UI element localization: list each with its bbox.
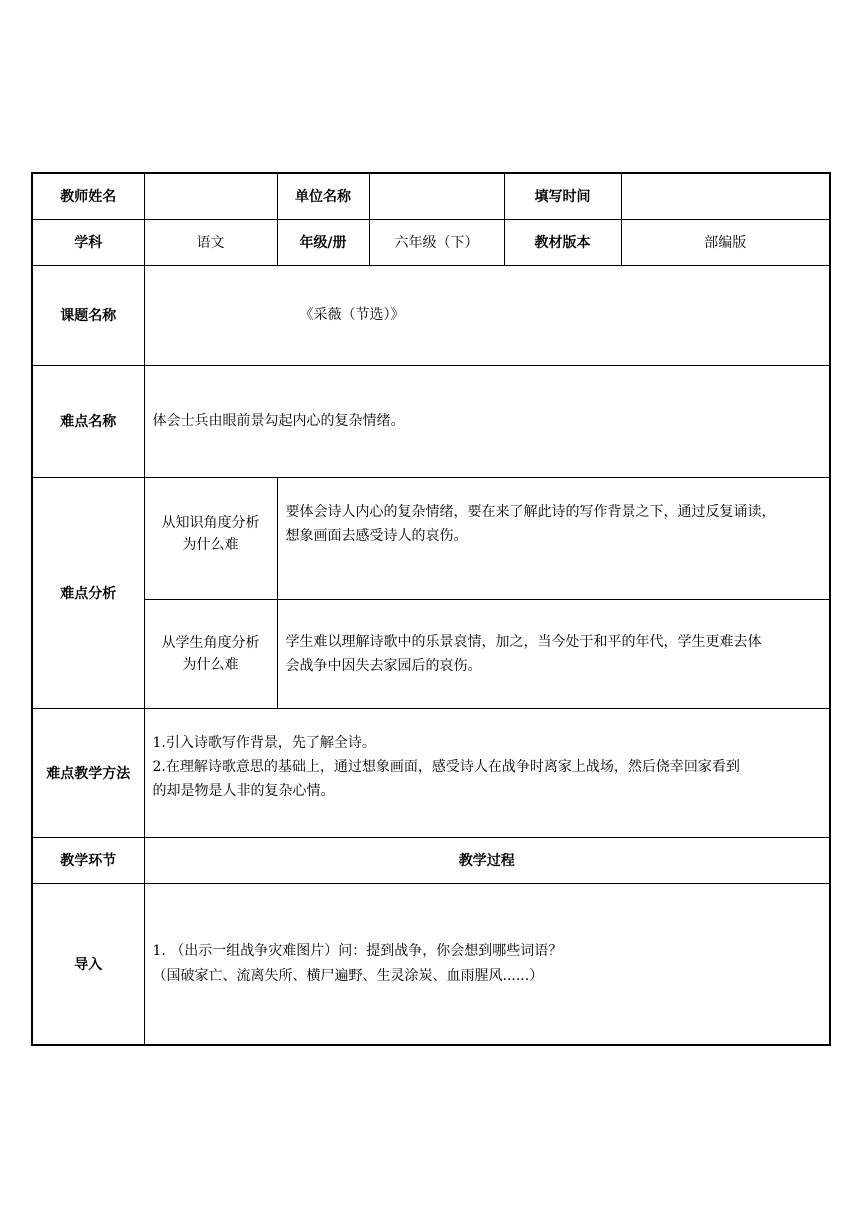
fill-time-label: 填写时间 bbox=[504, 173, 621, 219]
lesson-plan-table bbox=[31, 172, 831, 1046]
grade-label: 年级/册 bbox=[277, 219, 369, 265]
teacher-name-value bbox=[144, 173, 277, 219]
method-line-1: 1.引入诗歌写作背景，先了解全诗。 bbox=[152, 734, 376, 751]
grade-value: 六年级（下） bbox=[369, 219, 504, 265]
method-text bbox=[144, 708, 830, 837]
unit-value bbox=[369, 173, 504, 219]
knowledge-angle-line-2: 为什么难 bbox=[182, 537, 239, 553]
edition-value: 部编版 bbox=[621, 219, 830, 265]
intro-label: 导入 bbox=[32, 883, 144, 1045]
knowledge-text-line-2: 想象画面去感受诗人的哀伤。 bbox=[285, 527, 468, 544]
knowledge-text-line-1: 要体会诗人内心的复杂情绪，要在来了解此诗的写作背景之下，通过反复诵读， bbox=[285, 503, 776, 520]
lesson-title-label: 课题名称 bbox=[32, 265, 144, 365]
method-label: 难点教学方法 bbox=[32, 708, 144, 837]
lesson-plan-sheet bbox=[31, 172, 829, 1046]
process-header-row bbox=[32, 837, 830, 883]
lesson-title-row bbox=[32, 265, 830, 365]
analysis-knowledge-row bbox=[32, 477, 830, 599]
student-angle-line-1: 从学生角度分析 bbox=[161, 634, 260, 651]
edition-label: 教材版本 bbox=[504, 219, 621, 265]
knowledge-angle-label bbox=[144, 477, 277, 599]
method-line-3: 的却是物是人非的复杂心情。 bbox=[152, 782, 335, 799]
teacher-name-label: 教师姓名 bbox=[32, 173, 144, 219]
analysis-label: 难点分析 bbox=[32, 477, 144, 708]
student-text-line-1: 学生难以理解诗歌中的乐景哀情，加之，当今处于和平的年代，学生更难去体 bbox=[285, 633, 762, 650]
teaching-process-label: 教学过程 bbox=[144, 837, 830, 883]
method-line-2: 2.在理解诗歌意思的基础上，通过想象画面，感受诗人在战争时离家上战场，然后侥幸回家看到 bbox=[152, 758, 740, 775]
intro-line-1: 1. （出示一组战争灾难图片）问：提到战争，你会想到哪些词语？ bbox=[152, 942, 563, 959]
intro-line-2: （国破家亡、流离失所、横尸遍野、生灵涂炭、血雨腥风......） bbox=[152, 967, 544, 984]
knowledge-angle-line-1: 从知识角度分析 bbox=[161, 515, 260, 531]
student-angle-line-2: 为什么难 bbox=[182, 656, 239, 673]
header-row-2 bbox=[32, 219, 830, 265]
analysis-student-row bbox=[32, 599, 830, 708]
knowledge-angle-text bbox=[277, 477, 830, 599]
fill-time-value bbox=[621, 173, 830, 219]
student-text-line-2: 会战争中因失去家园后的哀伤。 bbox=[285, 657, 482, 674]
lesson-title-value: 《采薇（节选）》 bbox=[144, 265, 830, 365]
difficulty-row bbox=[32, 365, 830, 477]
student-angle-label bbox=[144, 599, 277, 708]
unit-label: 单位名称 bbox=[277, 173, 369, 219]
teaching-stage-label: 教学环节 bbox=[32, 837, 144, 883]
method-row bbox=[32, 708, 830, 837]
student-angle-text bbox=[277, 599, 830, 708]
intro-row bbox=[32, 883, 830, 1045]
header-row-1 bbox=[32, 173, 830, 219]
subject-label: 学科 bbox=[32, 219, 144, 265]
difficulty-label: 难点名称 bbox=[32, 365, 144, 477]
difficulty-value: 体会士兵由眼前景勾起内心的复杂情绪。 bbox=[144, 365, 830, 477]
subject-value: 语文 bbox=[144, 219, 277, 265]
intro-text bbox=[144, 883, 830, 1045]
